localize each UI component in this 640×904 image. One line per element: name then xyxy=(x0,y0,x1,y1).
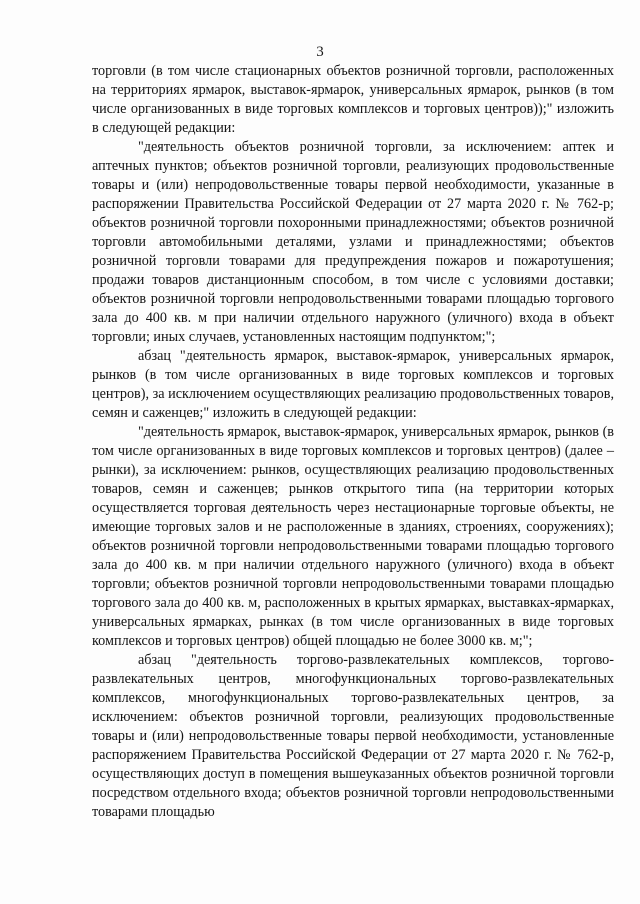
paragraph-4: "деятельность ярмарок, выставок-ярмарок, универсальных ярмарок, рынков (в том числе организованных в виде торговых комплексов и торговых центров) (далее – рынки), за исключением: рынков, осуществляющих реализацию продовольственных товаров, семян и саженцев; рынков открытого типа (на территории которых осуществляется торговая деятельность через нестационарные торговые объекты, не имеющие торговых залов и не расположенные в зданиях, строениях, сооружениях); объектов розничной торговли непродовольственными товарами площадью торгового зала до 400 кв. м при наличии отдельного наружного (уличного) входа в объект торговли; объектов розничной торговли непродовольственными товарами площадью торгового зала до 400 кв. м, расположенных в крытых ярмарках, выставках-ярмарках, универсальных ярмарках, рынках (в том числе организованных в виде торговых комплексов и торговых центров) общей площадью не более 3000 кв. м;"; xyxy=(92,424,614,649)
paragraph-2: "деятельность объектов розничной торговли, за исключением: аптек и аптечных пунктов; объектов розничной торговли, реализующих продовольственные товары и (или) непродовольственные товары первой необходимости, указанные в распоряжении Правительства Российской Федерации от 27 марта 2020 г. № 762-р; объектов розничной торговли похоронными принадлежностями; объектов розничной торговли автомобильными деталями, узлами и принадлежностями; объектов розничной торговли товарами для предупреждения пожаров и пожаротушения; продажи товаров дистанционным способом, в том числе с условиями доставки; объектов розничной торговли непродовольственными товарами площадью торгового зала до 400 кв. м при наличии отдельного наружного (уличного) входа в объект торговли; иных случаев, установленных настоящим подпунктом;"; xyxy=(92,139,614,345)
document-body xyxy=(92,62,614,822)
paragraph-5: абзац "деятельность торгово-развлекательных комплексов, торгово-развлекательных центров, многофункциональных торгово-развлекательных комплексов, многофункциональных торгово-развлекательных центров, за исключением: объектов розничной торговли, реализующих продовольственные товары и (или) непродовольственные товары первой необходимости, установленные распоряжением Правительства Российской Федерации от 27 марта 2020 г. № 762-р, осуществляющих доступ в помещения вышеуказанных объектов розничной торговли посредством отдельного входа; объектов розничной торговли непродовольственными товарами площадью xyxy=(92,652,614,820)
page-number: 3 xyxy=(316,44,324,60)
paragraph-3: абзац "деятельность ярмарок, выставок-ярмарок, универсальных ярмарок, рынков (в том числе организованных в виде торговых комплексов и торговых центров), за исключением осуществляющих реализацию продовольственных товаров, семян и саженцев;" изложить в следующей редакции: xyxy=(92,348,614,421)
paragraph-1: торговли (в том числе стационарных объектов розничной торговли, расположенных на территориях ярмарок, выставок-ярмарок, универсальных ярмарок, рынков (в том числе организованных в виде торговых комплексов и торговых центров));" изложить в следующей редакции: xyxy=(92,63,614,136)
